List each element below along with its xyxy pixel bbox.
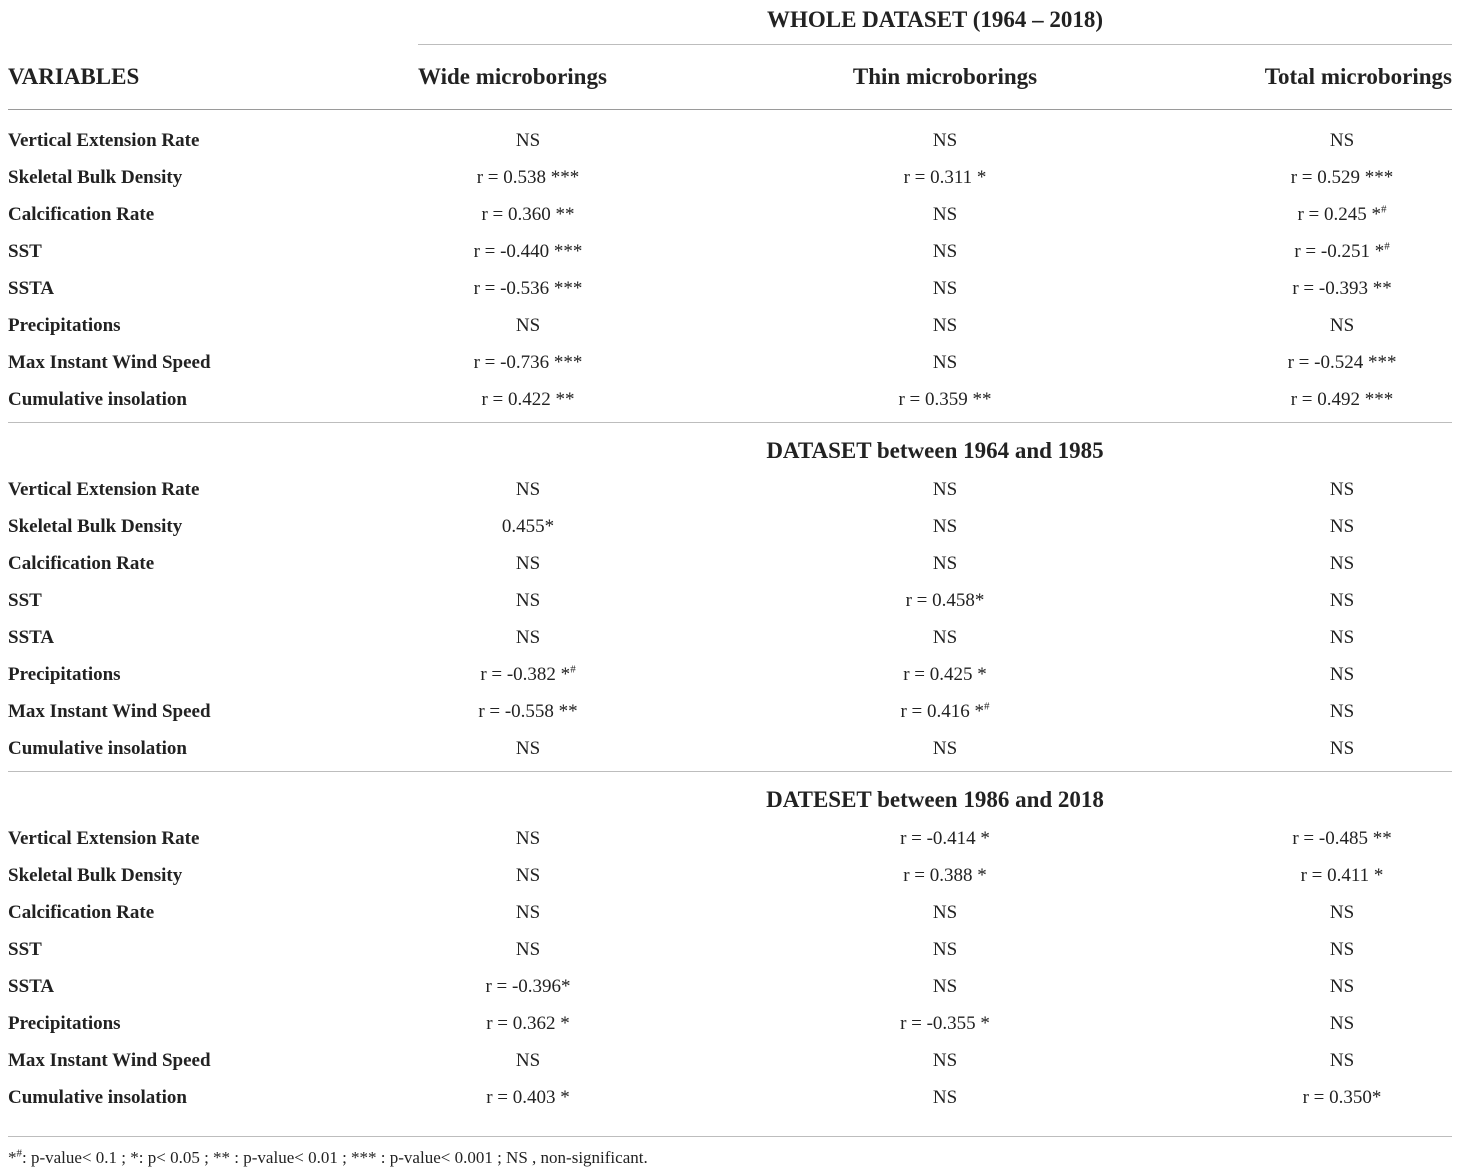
wide-value <box>418 233 638 270</box>
thin-value <box>933 627 957 648</box>
wide-value-cell <box>418 857 658 894</box>
wide-value-cell <box>418 545 658 582</box>
table-row <box>8 159 1452 196</box>
total-value-cell <box>1232 307 1452 344</box>
total-value-text: NS <box>1329 553 1355 574</box>
thin-value-cell <box>658 381 1232 423</box>
thin-value-text: NS <box>932 627 958 648</box>
thin-value-text: NS <box>932 738 958 759</box>
thin-value <box>933 1050 957 1071</box>
wide-value <box>418 820 638 857</box>
total-value-cell <box>1232 619 1452 656</box>
table-row <box>8 656 1452 693</box>
wide-value-cell <box>418 122 658 159</box>
thin-value-sup: # <box>984 700 990 713</box>
total-value <box>1232 656 1452 693</box>
total-value <box>1232 894 1452 931</box>
thin-value-text: NS <box>932 130 958 151</box>
table-row <box>8 196 1452 233</box>
variable-cell: Max Instant Wind Speed <box>8 352 211 373</box>
wide-value <box>418 857 638 894</box>
wide-value-text: NS <box>515 627 541 648</box>
wide-value <box>418 693 638 730</box>
wide-value-text: 0.455* <box>501 516 555 537</box>
header-wide-microborings: Wide microborings <box>418 45 658 110</box>
variable-cell: Skeletal Bulk Density <box>8 167 183 188</box>
total-value <box>1232 931 1452 968</box>
group-title-row <box>8 423 1452 472</box>
wide-value-cell <box>418 159 658 196</box>
variable-cell: Cumulative insolation <box>8 738 187 759</box>
wide-value <box>418 270 638 307</box>
total-value <box>1232 857 1452 894</box>
table-row <box>8 270 1452 307</box>
variable-cell: Precipitations <box>8 1013 121 1034</box>
total-value-text: NS <box>1329 1050 1355 1071</box>
wide-value-cell <box>418 968 658 1005</box>
thin-value-text: r = 0.359 ** <box>898 389 992 410</box>
total-value-cell <box>1232 1079 1452 1120</box>
total-value <box>1232 381 1452 418</box>
group-title-row <box>8 772 1452 821</box>
total-value-cell <box>1232 381 1452 423</box>
variable-cell: SSTA <box>8 976 55 997</box>
total-value-cell <box>1232 730 1452 772</box>
total-value <box>1232 545 1452 582</box>
table-row <box>8 1005 1452 1042</box>
variable-cell: Max Instant Wind Speed <box>8 701 211 722</box>
thin-value-text: NS <box>932 902 958 923</box>
total-value-cell <box>1232 582 1452 619</box>
wide-value <box>418 196 638 233</box>
wide-value <box>418 656 638 693</box>
wide-value <box>418 1005 638 1042</box>
thin-value-cell <box>658 1005 1232 1042</box>
thin-value-text: NS <box>932 479 958 500</box>
table-row <box>8 730 1452 772</box>
variable-cell: SST <box>8 939 42 960</box>
total-value <box>1232 1005 1452 1042</box>
wide-value <box>418 545 638 582</box>
variable-cell: Cumulative insolation <box>8 389 187 410</box>
total-value-cell <box>1232 968 1452 1005</box>
thin-value-text: r = -0.355 * <box>900 1013 990 1034</box>
wide-value <box>418 381 638 418</box>
wide-value-cell <box>418 196 658 233</box>
thin-value <box>900 828 990 849</box>
total-value-text: NS <box>1329 1013 1355 1034</box>
table-row <box>8 1042 1452 1079</box>
total-value-cell <box>1232 693 1452 730</box>
variable-cell: Cumulative insolation <box>8 1087 187 1108</box>
wide-value <box>418 307 638 344</box>
table-row <box>8 122 1452 159</box>
thin-value-text: NS <box>932 1087 958 1108</box>
thin-value-text: NS <box>932 278 958 299</box>
footnote-hash-sup: # <box>16 1147 22 1160</box>
variable-cell: Vertical Extension Rate <box>8 828 200 849</box>
variable-cell: Calcification Rate <box>8 553 155 574</box>
wide-value-cell <box>418 233 658 270</box>
thin-value <box>933 553 957 574</box>
table-body <box>8 110 1452 1121</box>
thin-value-text: r = 0.416 * <box>900 701 985 722</box>
total-value <box>1232 1079 1452 1116</box>
wide-value-text: NS <box>515 939 541 960</box>
variable-cell: Max Instant Wind Speed <box>8 1050 211 1071</box>
thin-value-text: r = -0.414 * <box>900 828 990 849</box>
total-value <box>1232 508 1452 545</box>
variable-cell: Precipitations <box>8 315 121 336</box>
wide-value <box>418 894 638 931</box>
total-value-text: r = 0.245 * <box>1297 204 1382 225</box>
total-value-text: NS <box>1329 516 1355 537</box>
wide-value <box>418 122 638 159</box>
thin-value-cell <box>658 582 1232 619</box>
wide-value-cell <box>418 894 658 931</box>
total-value-cell <box>1232 931 1452 968</box>
thin-value-cell <box>658 656 1232 693</box>
thin-value-text: NS <box>932 1050 958 1071</box>
thin-value <box>933 479 957 500</box>
wide-value-cell <box>418 1042 658 1079</box>
thin-value-text: NS <box>932 939 958 960</box>
thin-value-text: r = 0.388 * <box>903 865 987 886</box>
thin-value-cell <box>658 545 1232 582</box>
total-value-sup: # <box>1381 203 1387 216</box>
thin-value-cell <box>658 894 1232 931</box>
wide-value-text: NS <box>515 738 541 759</box>
total-value <box>1232 159 1452 196</box>
table-row <box>8 508 1452 545</box>
thin-value <box>906 590 985 611</box>
table-row <box>8 894 1452 931</box>
thin-value <box>933 352 957 373</box>
thin-value-text: NS <box>932 315 958 336</box>
total-value-text: r = 0.529 *** <box>1290 167 1394 188</box>
variable-cell: Calcification Rate <box>8 204 155 225</box>
thin-value <box>933 1087 957 1108</box>
wide-value-cell <box>418 730 658 772</box>
wide-value <box>418 931 638 968</box>
thin-value-text: r = 0.425 * <box>903 664 987 685</box>
thin-value-text: NS <box>932 204 958 225</box>
table-row <box>8 233 1452 270</box>
wide-value-text: NS <box>515 1050 541 1071</box>
thin-value-text: NS <box>932 553 958 574</box>
wide-value-text: NS <box>515 553 541 574</box>
table-footnote <box>8 1136 1452 1169</box>
variable-cell: Skeletal Bulk Density <box>8 516 183 537</box>
total-value <box>1232 471 1452 508</box>
total-value-text: NS <box>1329 701 1355 722</box>
wide-value-cell <box>418 820 658 857</box>
wide-value-cell <box>418 508 658 545</box>
wide-value-cell <box>418 619 658 656</box>
total-value-cell <box>1232 122 1452 159</box>
thin-value-cell <box>658 619 1232 656</box>
total-value-cell <box>1232 344 1452 381</box>
thin-value-cell <box>658 730 1232 772</box>
thin-value-text: NS <box>932 352 958 373</box>
wide-value-text: NS <box>515 902 541 923</box>
variable-cell: SSTA <box>8 627 55 648</box>
footnote-mark: *# <box>8 1147 22 1167</box>
variable-cell: Vertical Extension Rate <box>8 479 200 500</box>
thin-value-cell <box>658 968 1232 1005</box>
thin-value-cell <box>658 233 1232 270</box>
wide-value-text: r = -0.440 *** <box>473 241 583 262</box>
wide-value-text: r = -0.382 * <box>480 664 571 685</box>
thin-value <box>903 664 987 685</box>
wide-value <box>418 619 638 656</box>
correlation-table <box>8 0 1452 1120</box>
table-row <box>8 471 1452 508</box>
total-value-cell <box>1232 508 1452 545</box>
total-value <box>1232 619 1452 656</box>
total-value-cell <box>1232 196 1452 233</box>
thin-value <box>933 315 957 336</box>
variable-cell: SST <box>8 241 42 262</box>
total-value <box>1232 344 1452 381</box>
thin-value-text: r = 0.458* <box>905 590 985 611</box>
table-row <box>8 857 1452 894</box>
spacer-row <box>8 110 1452 123</box>
total-value <box>1232 968 1452 1005</box>
top-title-row <box>8 0 1452 45</box>
wide-value <box>418 582 638 619</box>
total-value-text: r = -0.251 * <box>1294 241 1385 262</box>
total-value-text: NS <box>1329 130 1355 151</box>
thin-value <box>933 976 957 997</box>
variable-cell: Vertical Extension Rate <box>8 130 200 151</box>
thin-value <box>900 701 989 722</box>
total-value-text: NS <box>1329 939 1355 960</box>
wide-value <box>418 159 638 196</box>
wide-value <box>418 730 638 767</box>
table-row <box>8 693 1452 730</box>
thin-value <box>933 516 957 537</box>
thin-value-cell <box>658 508 1232 545</box>
thin-value-cell <box>658 693 1232 730</box>
table-row <box>8 619 1452 656</box>
total-value-text: NS <box>1329 315 1355 336</box>
total-value <box>1232 122 1452 159</box>
wide-value-text: NS <box>515 130 541 151</box>
thin-value-cell <box>658 1079 1232 1120</box>
wide-value-text: r = -0.558 ** <box>478 701 578 722</box>
total-value-cell <box>1232 894 1452 931</box>
thin-value-cell <box>658 344 1232 381</box>
thin-value <box>933 902 957 923</box>
wide-value-text: r = -0.736 *** <box>473 352 583 373</box>
wide-value-cell <box>418 656 658 693</box>
thin-value-cell <box>658 159 1232 196</box>
wide-value-text: NS <box>515 590 541 611</box>
total-value-cell <box>1232 656 1452 693</box>
total-value-cell <box>1232 1042 1452 1079</box>
total-value <box>1232 1042 1452 1079</box>
thin-value-cell <box>658 307 1232 344</box>
wide-value-cell <box>418 344 658 381</box>
thin-value-text: r = 0.311 * <box>903 167 987 188</box>
wide-value-text: r = 0.538 *** <box>476 167 580 188</box>
footnote-text: : p-value< 0.1 ; *: p< 0.05 ; ** : p-value< 0.01 ; *** : p-value< 0.001 ; NS , non-significant. <box>22 1148 648 1167</box>
wide-value-text: r = -0.536 *** <box>473 278 583 299</box>
wide-value-cell <box>418 381 658 423</box>
wide-value-text: NS <box>515 865 541 886</box>
wide-value <box>418 968 638 1005</box>
header-thin-microborings: Thin microborings <box>658 45 1232 110</box>
variable-cell: Skeletal Bulk Density <box>8 865 183 886</box>
wide-value-cell <box>418 307 658 344</box>
total-value-text: NS <box>1329 738 1355 759</box>
thin-value <box>933 278 957 299</box>
total-value <box>1232 693 1452 730</box>
thin-value-cell <box>658 820 1232 857</box>
wide-value-text: r = 0.422 ** <box>481 389 575 410</box>
variable-cell: Precipitations <box>8 664 121 685</box>
total-value-text: NS <box>1329 627 1355 648</box>
wide-value <box>418 1042 638 1079</box>
total-value-text: NS <box>1329 664 1355 685</box>
total-value-text: NS <box>1329 479 1355 500</box>
total-value <box>1232 730 1452 767</box>
total-value-cell <box>1232 233 1452 270</box>
thin-value <box>933 204 957 225</box>
wide-value-text: r = 0.362 * <box>486 1013 570 1034</box>
total-value-cell <box>1232 471 1452 508</box>
total-value-cell <box>1232 1005 1452 1042</box>
total-value-cell <box>1232 545 1452 582</box>
table-row <box>8 968 1452 1005</box>
wide-value-text: NS <box>515 828 541 849</box>
variable-cell: Calcification Rate <box>8 902 155 923</box>
wide-value-cell <box>418 1005 658 1042</box>
total-value-text: r = -0.524 *** <box>1287 352 1397 373</box>
thin-value-cell <box>658 196 1232 233</box>
thin-value <box>898 389 991 410</box>
table-row <box>8 820 1452 857</box>
thin-value-cell <box>658 270 1232 307</box>
wide-value-text: r = 0.403 * <box>486 1087 570 1108</box>
thin-value <box>933 738 957 759</box>
thin-value <box>903 865 987 886</box>
whole-dataset-title: WHOLE DATASET (1964 – 2018) <box>418 0 1452 45</box>
thin-value-cell <box>658 122 1232 159</box>
thin-value-cell <box>658 857 1232 894</box>
wide-value-text: r = -0.396* <box>485 976 571 997</box>
thin-value-cell <box>658 1042 1232 1079</box>
total-value-text: NS <box>1329 590 1355 611</box>
wide-value-text: NS <box>515 479 541 500</box>
column-header-row <box>8 45 1452 110</box>
thin-value-text: NS <box>932 241 958 262</box>
table-row <box>8 381 1452 423</box>
total-value <box>1232 233 1452 270</box>
wide-value <box>418 471 638 508</box>
total-value-text: r = -0.485 ** <box>1292 828 1392 849</box>
total-value-cell <box>1232 159 1452 196</box>
total-value-text: NS <box>1329 902 1355 923</box>
header-total-microborings: Total microborings <box>1232 45 1452 110</box>
group-title: DATASET between 1964 and 1985 <box>418 423 1452 472</box>
header-variables: VARIABLES <box>8 45 418 110</box>
wide-value-cell <box>418 471 658 508</box>
total-value-cell <box>1232 820 1452 857</box>
thin-value <box>933 241 957 262</box>
thin-value-cell <box>658 931 1232 968</box>
total-value <box>1232 196 1452 233</box>
table-row <box>8 1079 1452 1120</box>
total-value-text: r = 0.411 * <box>1300 865 1384 886</box>
total-value-text: r = 0.350* <box>1302 1087 1382 1108</box>
wide-value-text: NS <box>515 315 541 336</box>
total-value-cell <box>1232 270 1452 307</box>
total-value-sup: # <box>1384 240 1390 253</box>
thin-value <box>904 167 987 188</box>
thin-value <box>900 1013 990 1034</box>
wide-value-cell <box>418 693 658 730</box>
thin-value-text: NS <box>932 976 958 997</box>
total-value <box>1232 270 1452 307</box>
thin-value <box>933 939 957 960</box>
wide-value <box>418 1079 638 1116</box>
wide-value <box>418 508 638 545</box>
total-value <box>1232 307 1452 344</box>
total-value <box>1232 582 1452 619</box>
variable-cell: SSTA <box>8 278 55 299</box>
variable-cell: SST <box>8 590 42 611</box>
thin-value-cell <box>658 471 1232 508</box>
wide-value-sup: # <box>570 663 576 676</box>
wide-value-cell <box>418 1079 658 1120</box>
wide-value <box>418 344 638 381</box>
total-value-cell <box>1232 857 1452 894</box>
table-row <box>8 344 1452 381</box>
table-row <box>8 582 1452 619</box>
table-row <box>8 307 1452 344</box>
total-value-text: r = 0.492 *** <box>1290 389 1394 410</box>
correlation-table-wrapper <box>8 0 1452 1120</box>
group-title: DATESET between 1986 and 2018 <box>418 772 1452 821</box>
thin-value-text: NS <box>932 516 958 537</box>
total-value <box>1232 820 1452 857</box>
table-row <box>8 931 1452 968</box>
table-row <box>8 545 1452 582</box>
wide-value-cell <box>418 931 658 968</box>
total-value-text: NS <box>1329 976 1355 997</box>
wide-value-text: r = 0.360 ** <box>481 204 575 225</box>
thin-value <box>933 130 957 151</box>
total-value-text: r = -0.393 ** <box>1292 278 1392 299</box>
wide-value-cell <box>418 582 658 619</box>
wide-value-cell <box>418 270 658 307</box>
